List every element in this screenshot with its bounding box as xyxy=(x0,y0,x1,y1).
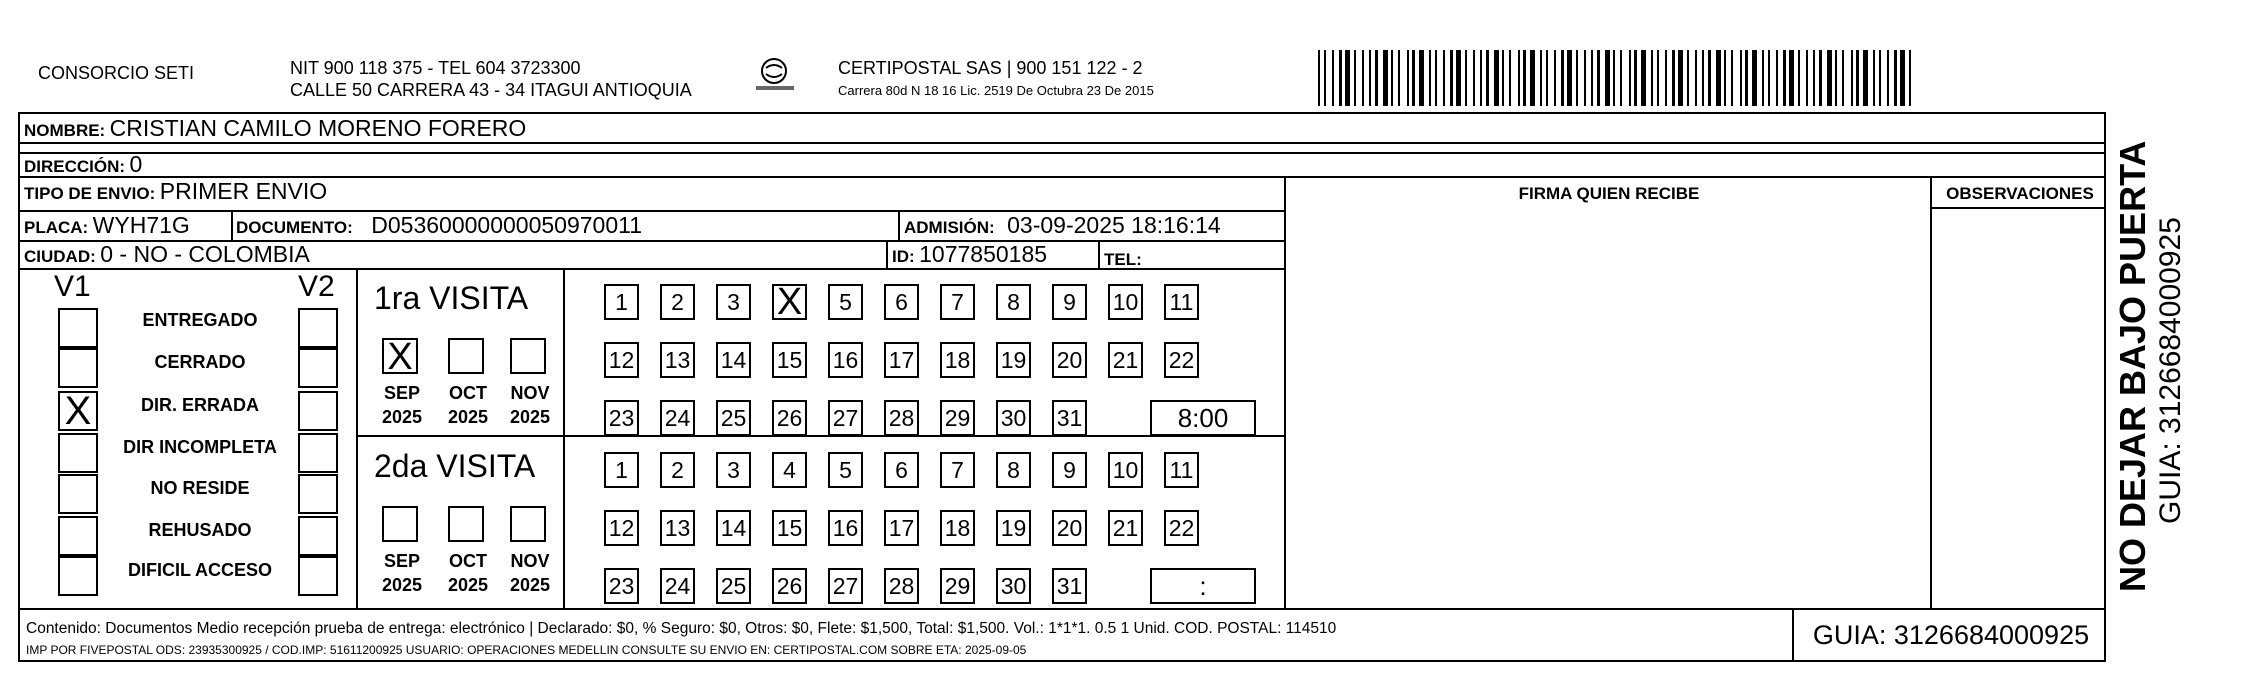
visit1-month-checkbox[interactable] xyxy=(510,338,546,374)
status-label: REHUSADO xyxy=(148,520,252,540)
visit1-month-label: SEP xyxy=(383,383,421,403)
v2-checkbox[interactable] xyxy=(298,391,338,431)
visit1-day-box[interactable]: 25 xyxy=(716,400,751,436)
visit1-day-box[interactable]: 15 xyxy=(772,342,807,378)
visit2-day-box[interactable]: 7 xyxy=(940,452,975,488)
visit1-day-box[interactable]: 19 xyxy=(996,342,1031,378)
tel-label: TEL: xyxy=(1104,250,1142,269)
visit2-day-box[interactable]: 2 xyxy=(660,452,695,488)
visit1-day-box[interactable]: 26 xyxy=(772,400,807,436)
visit2-day-box[interactable]: 22 xyxy=(1164,510,1199,546)
footer-guia: GUIA: 3126684000925 xyxy=(1812,620,2090,650)
admision-label: ADMISIÓN: xyxy=(904,218,995,237)
x-mark-icon: X xyxy=(776,281,803,323)
v2-checkbox[interactable] xyxy=(298,556,338,596)
visit2-day-box[interactable]: 17 xyxy=(884,510,919,546)
visit2-day-box[interactable]: 28 xyxy=(884,568,919,604)
visit2-day-box[interactable]: 1 xyxy=(604,452,639,488)
visit2-day-box[interactable]: 31 xyxy=(1052,568,1087,604)
visit2-month-checkbox[interactable] xyxy=(510,506,546,542)
placa: WYH71G xyxy=(92,212,190,238)
visit2-day-box[interactable]: 29 xyxy=(940,568,975,604)
visit2-title: 2da VISITA xyxy=(374,448,536,484)
visit1-day-box[interactable]: 10 xyxy=(1108,284,1143,320)
recipient-address: 0 xyxy=(129,151,143,177)
visit2-year-label: 2025 xyxy=(381,575,423,595)
visit2-day-box[interactable]: 15 xyxy=(772,510,807,546)
v2-header: V2 xyxy=(298,270,335,303)
documento: D05360000000050970011 xyxy=(371,212,642,238)
recipient-id: 1077850185 xyxy=(919,241,1048,267)
visit1-day-box[interactable]: 30 xyxy=(996,400,1031,436)
visit1-day-box[interactable]: 14 xyxy=(716,342,751,378)
visit2-month-label: NOV xyxy=(510,551,550,571)
visit1-day-box[interactable]: 31 xyxy=(1052,400,1087,436)
tipo-envio: PRIMER ENVIO xyxy=(159,178,328,204)
visit2-month-checkbox[interactable] xyxy=(448,506,484,542)
placa-label: PLACA: xyxy=(24,218,89,237)
visit2-day-box[interactable]: 4 xyxy=(772,452,807,488)
side-guia: GUIA: 3126684000925 xyxy=(2154,217,2187,524)
v2-checkbox[interactable] xyxy=(298,348,338,388)
visit2-day-box[interactable]: 20 xyxy=(1052,510,1087,546)
visit2-day-box[interactable]: 30 xyxy=(996,568,1031,604)
visit1-day-box[interactable]: 16 xyxy=(828,342,863,378)
visit1-day-box[interactable]: 17 xyxy=(884,342,919,378)
ciudad: 0 - NO - COLOMBIA xyxy=(100,241,310,267)
visit1-day-box[interactable]: 5 xyxy=(828,284,863,320)
visit1-year-label: 2025 xyxy=(447,407,489,427)
barcode xyxy=(1318,50,1914,106)
address-line: CALLE 50 CARRERA 43 - 34 ITAGUI ANTIOQUIA xyxy=(290,80,692,100)
visit2-day-box[interactable]: 19 xyxy=(996,510,1031,546)
v1-checkbox[interactable] xyxy=(58,516,98,556)
tipo-envio-label: TIPO DE ENVIO: xyxy=(24,184,156,203)
visit2-day-box[interactable]: 25 xyxy=(716,568,751,604)
v2-checkbox[interactable] xyxy=(298,433,338,473)
visit2-day-box[interactable]: 23 xyxy=(604,568,639,604)
status-label: DIR. ERRADA xyxy=(140,395,259,415)
visit1-day-box[interactable]: 12 xyxy=(604,342,639,378)
visit1-year-label: 2025 xyxy=(381,407,423,427)
visit1-day-box[interactable]: 23 xyxy=(604,400,639,436)
v1-checkbox[interactable] xyxy=(58,348,98,388)
visit1-day-box[interactable]: 20 xyxy=(1052,342,1087,378)
v2-checkbox[interactable] xyxy=(298,474,338,514)
visit1-day-box[interactable]: 18 xyxy=(940,342,975,378)
v1-checkbox[interactable] xyxy=(58,556,98,596)
visit1-day-box[interactable]: 1 xyxy=(604,284,639,320)
nit-line: NIT 900 118 375 - TEL 604 3723300 xyxy=(290,58,581,78)
visit2-day-box[interactable]: 6 xyxy=(884,452,919,488)
license-line: Carrera 80d N 18 16 Lic. 2519 De Octubra 23 De 2015 xyxy=(838,83,1154,98)
certipostal-logo-icon xyxy=(752,56,800,96)
status-label: ENTREGADO xyxy=(142,310,258,330)
visit2-day-box[interactable]: 16 xyxy=(828,510,863,546)
documento-label: DOCUMENTO: xyxy=(236,218,353,237)
visit2-day-box[interactable]: 24 xyxy=(660,568,695,604)
visit2-day-box[interactable]: 10 xyxy=(1108,452,1143,488)
visit1-year-label: 2025 xyxy=(509,407,551,427)
visit2-day-box[interactable]: 13 xyxy=(660,510,695,546)
visit1-day-box[interactable] xyxy=(772,281,807,323)
visit1-time-field[interactable]: 8:00 xyxy=(1150,400,1256,436)
direccion-label: DIRECCIÓN: xyxy=(24,157,126,176)
visit1-day-box[interactable]: 29 xyxy=(940,400,975,436)
visit1-month-label: OCT xyxy=(449,383,487,403)
company-name: CONSORCIO SETI xyxy=(38,63,195,83)
visit2-day-box[interactable]: 9 xyxy=(1052,452,1087,488)
visit1-day-box[interactable]: 21 xyxy=(1108,342,1143,378)
visit1-day-box[interactable]: 8 xyxy=(996,284,1031,320)
visit1-day-box[interactable]: 6 xyxy=(884,284,919,320)
visit2-day-box[interactable]: 14 xyxy=(716,510,751,546)
status-label: NO RESIDE xyxy=(150,478,250,498)
v2-checkbox[interactable] xyxy=(298,308,338,348)
visit1-day-box[interactable]: 27 xyxy=(828,400,863,436)
visit1-title: 1ra VISITA xyxy=(374,280,529,316)
v1-checkbox[interactable] xyxy=(58,308,98,348)
visit2-month-label: OCT xyxy=(449,551,487,571)
visit1-day-box[interactable]: 24 xyxy=(660,400,695,436)
v1-checkbox[interactable] xyxy=(58,391,98,431)
ciudad-label: CIUDAD: xyxy=(24,247,96,266)
x-mark-icon: X xyxy=(64,389,92,433)
visit1-day-box[interactable]: 3 xyxy=(716,284,751,320)
no-dejar-warning: NO DEJAR BAJO PUERTA xyxy=(2112,140,2153,592)
v2-checkbox[interactable] xyxy=(298,516,338,556)
status-label: CERRADO xyxy=(154,352,246,372)
visit2-day-box[interactable]: 8 xyxy=(996,452,1031,488)
status-label: DIR INCOMPLETA xyxy=(123,437,277,457)
visit2-month-label: SEP xyxy=(383,551,421,571)
id-label: ID: xyxy=(892,247,915,266)
visit1-month-checkbox[interactable] xyxy=(448,338,484,374)
visit2-day-box[interactable]: 5 xyxy=(828,452,863,488)
visit1-day-box[interactable]: 13 xyxy=(660,342,695,378)
footer-imp: IMP POR FIVEPOSTAL ODS: 23935300925 / COD.IMP: 51611200925 USUARIO: OPERACIONES MEDELLIN CONSULTE SU ENVIO EN: CERTIPOSTAL.COM SOBRE ETA: 2025-09-05 xyxy=(26,643,1027,657)
visit2-time-field[interactable]: : xyxy=(1150,568,1256,604)
admision: 03-09-2025 18:16:14 xyxy=(1007,212,1221,238)
visit1-day-box[interactable]: 28 xyxy=(884,400,919,436)
visit2-day-box[interactable]: 12 xyxy=(604,510,639,546)
nombre-label: NOMBRE: xyxy=(24,121,106,140)
visit1-month-checkbox[interactable]: X xyxy=(382,338,418,374)
visit2-day-box[interactable]: 21 xyxy=(1108,510,1143,546)
visit2-day-box[interactable]: 26 xyxy=(772,568,807,604)
observaciones-label: OBSERVACIONES xyxy=(1946,184,2094,203)
visit1-day-box[interactable]: 11 xyxy=(1164,284,1199,320)
visit2-day-box[interactable]: 27 xyxy=(828,568,863,604)
footer-contenido: Contenido: Documentos Medio recepción prueba de entrega: electrónico | Declarado: $0, % Seguro: $0, Otros: $0, Flete: $1,500, Total: $1,500. Vol.: 1*1*1. 0.5 1 Unid. COD. POSTAL: 114510 xyxy=(26,620,1337,637)
visit2-day-box[interactable]: 11 xyxy=(1164,452,1199,488)
recipient-name: CRISTIAN CAMILO MORENO FORERO xyxy=(109,115,527,141)
firma-label: FIRMA QUIEN RECIBE xyxy=(1518,184,1700,203)
v1-header: V1 xyxy=(54,270,91,303)
visit1-day-box[interactable]: 2 xyxy=(660,284,695,320)
v1-checkbox[interactable] xyxy=(58,433,98,473)
visit2-month-checkbox[interactable] xyxy=(382,506,418,542)
visit1-day-box[interactable]: 7 xyxy=(940,284,975,320)
visit1-month-label: NOV xyxy=(510,383,550,403)
visit1-day-box[interactable]: 22 xyxy=(1164,342,1199,378)
visit2-day-box[interactable]: 3 xyxy=(716,452,751,488)
visit2-year-label: 2025 xyxy=(447,575,489,595)
visit2-year-label: 2025 xyxy=(509,575,551,595)
visit1-day-box[interactable]: 9 xyxy=(1052,284,1087,320)
visit2-day-box[interactable]: 18 xyxy=(940,510,975,546)
status-label: DIFICIL ACCESO xyxy=(127,560,272,580)
v1-checkbox[interactable] xyxy=(58,474,98,514)
carrier-line: CERTIPOSTAL SAS | 900 151 122 - 2 xyxy=(838,58,1143,78)
